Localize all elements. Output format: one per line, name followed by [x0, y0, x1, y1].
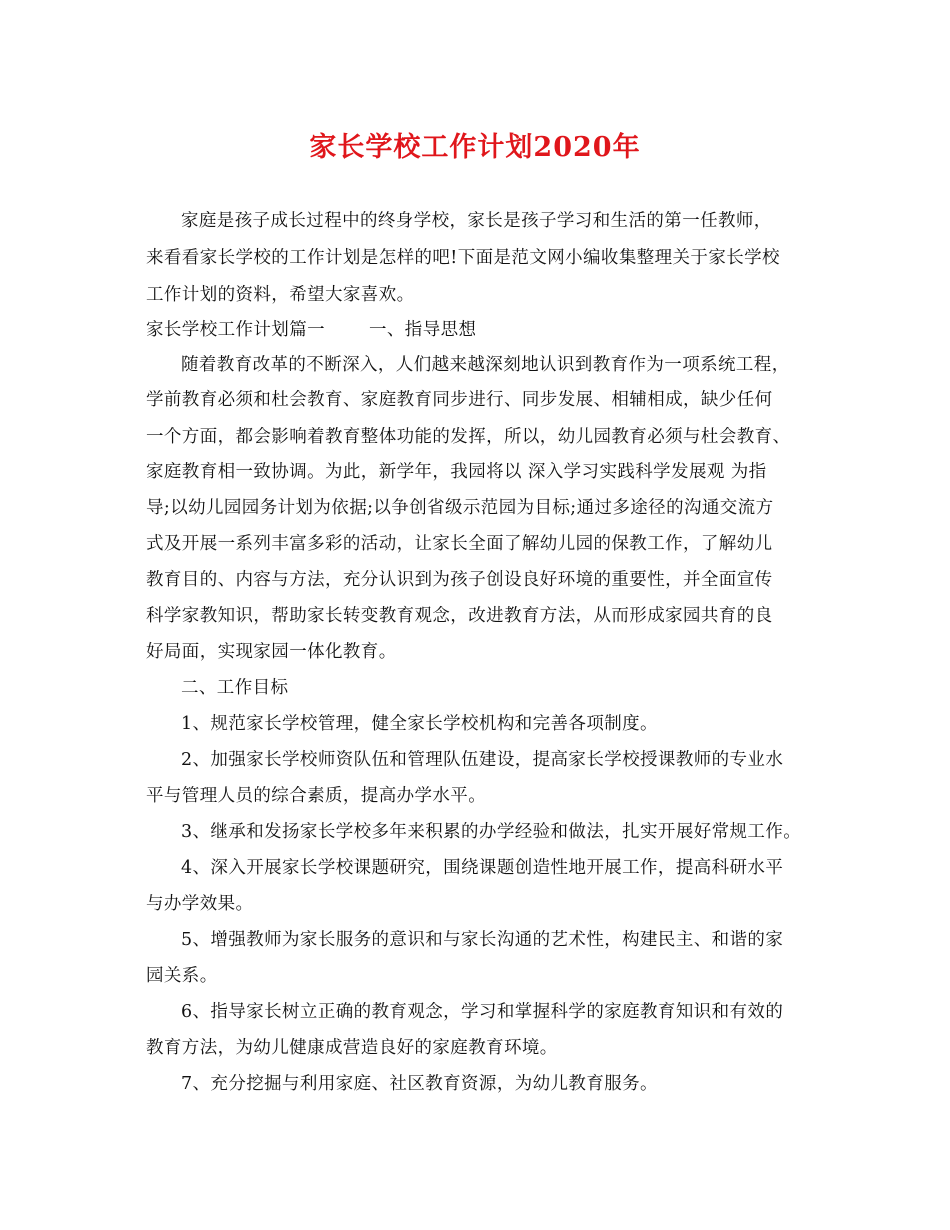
paragraph-line: 随着教育改革的不断深入，人们越来越深刻地认识到教育作为一项系统工程， — [181, 355, 790, 375]
list-item: 7、充分挖掘与利用家庭、社区教育资源，为幼儿教育服务。 — [181, 1074, 658, 1094]
paragraph-line: 家庭教育相一致协调。为此，新学年，我园将以 深入学习实践科学发展观 为指 — [146, 462, 767, 482]
section-heading: 二、工作目标 — [181, 678, 289, 698]
list-item: 4、深入开展家长学校课题研究，围绕课题创造性地开展工作，提高科研水平 — [181, 858, 784, 878]
list-item-continuation: 园关系。 — [146, 966, 218, 986]
list-item: 1、规范家长学校管理，健全家长学校机构和完善各项制度。 — [181, 714, 658, 734]
paragraph-line: 好局面，实现家园一体化教育。 — [146, 642, 397, 662]
list-item-continuation: 与办学效果。 — [146, 894, 254, 914]
paragraph-line: 家庭是孩子成长过程中的终身学校，家长是孩子学习和生活的第一任教师， — [181, 211, 772, 231]
list-item-continuation: 平与管理人员的综合素质，提高办学水平。 — [146, 786, 487, 806]
list-item: 6、指导家长树立正确的教育观念，学习和掌握科学的家庭教育知识和有效的 — [181, 1002, 784, 1022]
paragraph-line: 工作计划的资料，希望大家喜欢。 — [146, 285, 415, 305]
list-item: 5、增强教师为家长服务的意识和与家长沟通的艺术性，构建民主、和谐的家 — [181, 930, 784, 950]
paragraph-line: 导;以幼儿园园务计划为依据;以争创省级示范园为目标;通过多途径的沟通交流方 — [146, 498, 774, 518]
section-heading — [146, 316, 826, 344]
paragraph-line: 来看看家长学校的工作计划是怎样的吧!下面是范文网小编收集整理关于家长学校 — [146, 248, 780, 268]
paragraph-line: 学前教育必须和杜会教育、家庭教育同步进行、同步发展、相辅相成，缺少任何 — [146, 390, 773, 410]
paragraph-line: 科学家教知识，帮助家长转变教育观念，改进教育方法，从而形成家园共育的良 — [146, 606, 773, 626]
document-title: 家长学校工作计划2020年 — [309, 132, 641, 163]
list-item: 2、加强家长学校师资队伍和管理队伍建设，提高家长学校授课教师的专业水 — [181, 750, 784, 770]
list-item-continuation: 教育方法，为幼儿健康成营造良好的家庭教育环境。 — [146, 1038, 558, 1058]
paragraph-line: 一个方面，都会影响着教育整体功能的发挥，所以，幼儿园教育必须与杜会教育、 — [146, 427, 791, 447]
section-heading-subtitle: 一、指导思想 — [369, 320, 477, 340]
paragraph-line: 式及开展一系列丰富多彩的活动，让家长全面了解幼儿园的保教工作，了解幼儿 — [146, 534, 773, 554]
paragraph-line: 教育目的、内容与方法，充分认识到为孩子创设良好环境的重要性，并全面宣传 — [146, 570, 773, 590]
list-item: 3、继承和发扬家长学校多年来积累的办学经验和做法，扎实开展好常规工作。 — [181, 822, 802, 842]
section-heading-title: 家长学校工作计划篇一 — [146, 320, 325, 340]
